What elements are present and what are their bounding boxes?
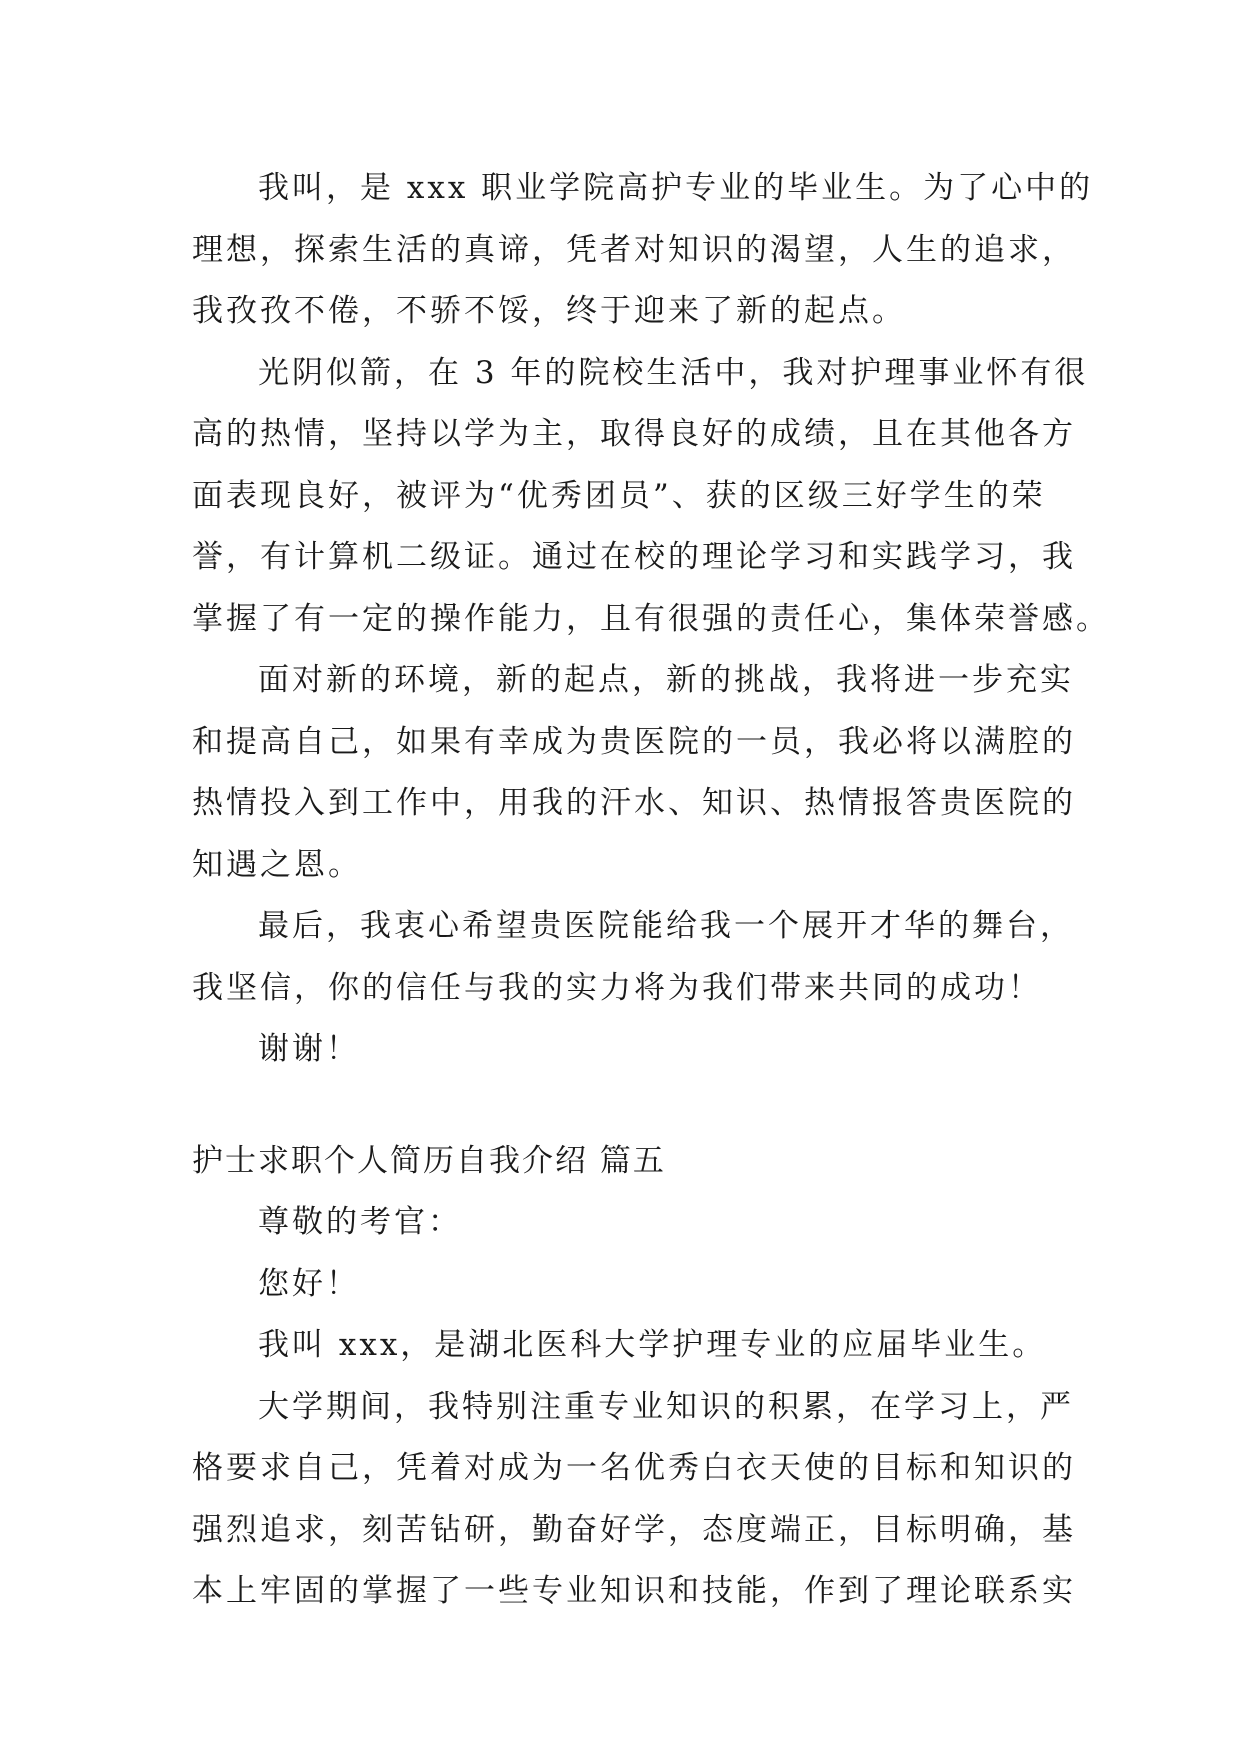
paragraph-closing: [192, 896, 1074, 1019]
text-line: 理想，探索生活的真谛，凭者对知识的渴望，人生的追求，: [192, 231, 1076, 268]
text-line: 面对新的环境，新的起点，新的挑战，我将进一步充实: [258, 662, 1074, 698]
salutation: 尊敬的考官：: [258, 1204, 462, 1240]
text-line: 热情投入到工作中，用我的汗水、知识、热情报答贵医院的: [192, 785, 1076, 821]
text-line: 高的热情，坚持以学为主，取得良好的成绩，且在其他各方: [192, 416, 1076, 452]
greeting: 您好！: [258, 1265, 360, 1302]
text-line: 格要求自己，凭着对成为一名优秀白衣天使的目标和知识的: [192, 1450, 1076, 1486]
paragraph-university: [192, 1377, 1076, 1623]
text-line: 面表现良好，被评为“优秀团员”、获的区级三好学生的荣: [192, 477, 1046, 514]
section-heading: 护士求职个人简历自我介绍 篇五: [192, 1142, 666, 1179]
text-line: 我叫，是 xxx 职业学院高护专业的毕业生。为了心中的: [258, 170, 1094, 206]
text-line: 我孜孜不倦，不骄不馁，终于迎来了新的起点。: [192, 293, 906, 329]
text-line: 和提高自己，如果有幸成为贵医院的一员，我必将以满腔的: [192, 723, 1076, 760]
text-line: 光阴似箭，在 3 年的院校生活中，我对护理事业怀有很: [258, 354, 1089, 391]
text-line: 我坚信，你的信任与我的实力将为我们带来共同的成功！: [192, 969, 1042, 1006]
text-line: 掌握了有一定的操作能力，且有很强的责任心，集体荣誉感。: [192, 600, 1110, 637]
thanks-line: 谢谢！: [258, 1031, 360, 1067]
text-line: 最后，我衷心希望贵医院能给我一个展开才华的舞台，: [258, 908, 1074, 944]
paragraph-new-challenge: [192, 650, 1076, 896]
document-body: [192, 158, 1110, 1623]
paragraph-school-life: [192, 343, 1110, 651]
paragraph-intro: [192, 158, 1094, 343]
text-line: 强烈追求，刻苦钻研，勤奋好学，态度端正，目标明确，基: [192, 1511, 1076, 1548]
text-line: 誉，有计算机二级证。通过在校的理论学习和实践学习，我: [192, 539, 1076, 575]
text-line: 知遇之恩。: [192, 846, 362, 883]
text-line: 本上牢固的掌握了一些专业知识和技能，作到了理论联系实: [192, 1573, 1076, 1609]
self-intro: 我叫 xxx，是湖北医科大学护理专业的应届毕业生。: [258, 1327, 1047, 1363]
section-gap: [192, 1081, 1062, 1131]
text-line: 大学期间，我特别注重专业知识的积累，在学习上，严: [258, 1388, 1074, 1425]
